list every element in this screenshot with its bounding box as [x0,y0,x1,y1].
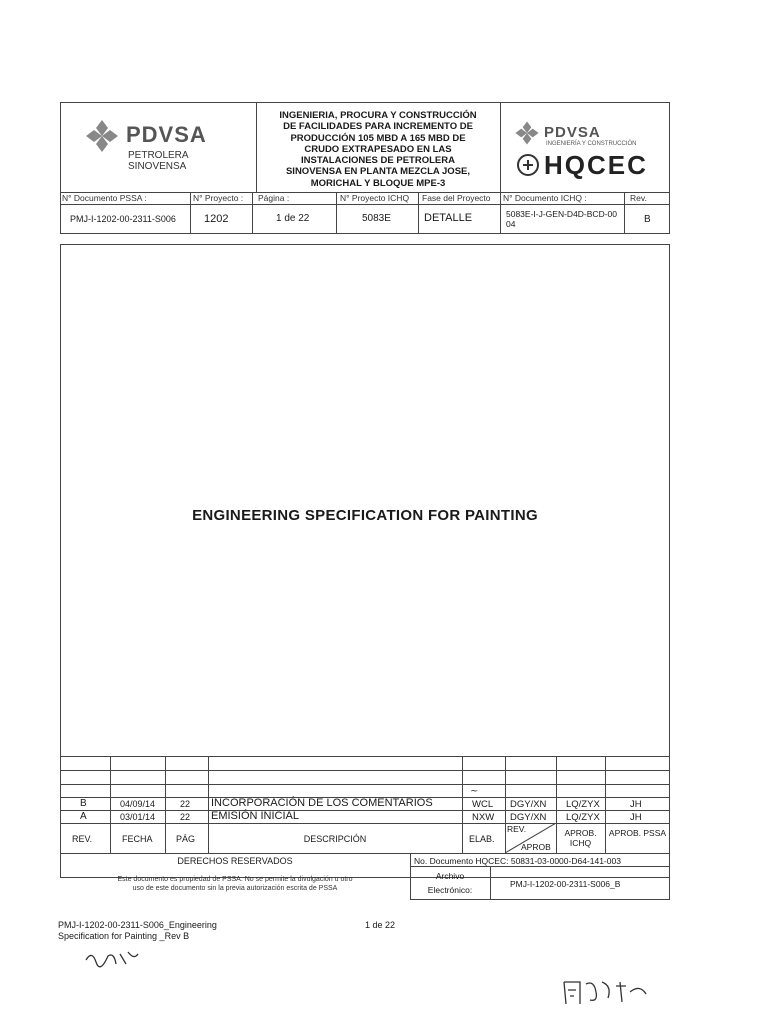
project-title [258,110,498,189]
rev-header-rev: REV. [72,834,93,844]
project-title-line: INGENIERIA, PROCURA Y CONSTRUCCIÓN [279,110,477,121]
info-col-line [500,192,501,234]
rev-col-line [605,756,606,853]
rev-row-elab: WCL [472,799,494,810]
value-doc-ichq: 5083E-I-J-GEN-D4D-BCD-0004 [506,209,617,229]
rev-row-rev: B [80,798,87,809]
value-doc-pssa: PMJ-I-1202-00-2311-S006 [70,214,176,224]
right-logo [512,118,668,182]
label-proyecto: N° Proyecto : [193,193,244,203]
value-proyecto-ichq: 5083E [362,213,391,224]
pdvsa-logo-icon [84,118,120,154]
archive-label-1: Archivo [435,871,465,881]
header-divider-right [500,102,501,192]
left-logo-sub1: PETROLERA [128,150,189,161]
rev-row-ichq: LQ/ZYX [566,799,600,810]
label-doc-ichq: N° Documento ICHQ : [503,193,587,203]
rev-row-descripcion: EMISIÓN INICIAL [211,810,300,822]
diagonal-divider [505,823,556,853]
project-title-line: CRUDO EXTRAPESADO EN LAS [304,143,452,155]
rev-row-ichq: LQ/ZYX [566,812,600,823]
project-title-line: MORICHAL Y BLOQUE MPE-3 [310,177,446,189]
rev-row-fecha: 03/01/14 [120,812,156,822]
project-title-line: INSTALACIONES DE PETROLERA [301,155,455,167]
rights-label: DERECHOS RESERVADOS [177,856,293,866]
info-row-mid-line [60,204,670,205]
rev-row-rev: A [80,811,87,822]
info-col-line [190,192,191,234]
left-logo-sub2: SINOVENSA [128,161,187,172]
left-logo-name: PDVSA [126,122,207,147]
main-body-box [60,244,670,878]
label-proyecto-ichq: N° Proyecto ICHQ [340,193,410,203]
info-col-line [624,192,625,234]
pdvsa-logo-icon [514,120,540,146]
rights-notice-line2: uso de este documento sin la previa autorización escrita de PSSA [132,885,338,892]
rev-row-pag: 22 [180,799,191,809]
rev-table-line [60,853,670,854]
rev-table-line [60,770,670,771]
footer-page-number: 1 de 22 [365,920,396,930]
document-title: ENGINEERING SPECIFICATION FOR PAINTING [192,507,538,524]
rev-table-line [60,756,670,757]
hqcec-document-number: No. Documento HQCEC: 50831-03-0000-D64-141-003 [414,856,621,866]
value-rev: B [644,214,651,225]
rev-table-line [60,810,670,811]
info-col-line [252,192,253,234]
left-logo [84,118,244,178]
archive-divider [490,866,491,900]
rev-header-rev-aprob-top: REV. [507,824,527,834]
rev-col-line [165,756,166,853]
rev-header-descripcion: DESCRIPCIÓN [303,834,367,844]
rev-header-rev-aprob-bottom: APROB [521,842,551,852]
rev-row-elab: NXW [472,812,495,823]
rev-row-pssa: JH [630,812,642,823]
value-proyecto: 1202 [204,213,229,225]
value-pagina: 1 de 22 [276,213,310,224]
rev-col-line [110,756,111,853]
label-rev: Rev. [630,193,647,203]
rev-header-elab: ELAB. [469,834,495,844]
project-title-line: DE FACILIDADES PARA INCREMENTO DE [283,121,473,133]
rev-row-aprob: DGY/XN [510,812,547,823]
handwritten-signature-right [560,976,650,1010]
rev-header-ichq [556,828,605,848]
project-title-line: PRODUCCIÓN 105 MBD A 165 MBD DE [290,132,466,144]
right-logo-brand: HQCEC [544,150,648,180]
right-logo-name: PDVSA [544,124,601,141]
handwritten-signature-left [82,946,142,970]
rev-row-fecha: 04/09/14 [120,799,156,809]
footer-file-line1: PMJ-I-1202-00-2311-S006_Engineering [58,920,217,930]
rev-row-descripcion: INCORPORACIÓN DE LOS COMENTARIOS [211,797,433,809]
rev-header-pag: PÁG [176,834,196,844]
hqcec-logo-icon [516,153,540,177]
rights-notice-line1: Este documento es propiedad de PSSA. No se permite la divulgación u otro [117,876,353,883]
header-divider-left [256,102,257,192]
info-col-line [418,192,419,234]
signature-mark: ~ [470,786,479,797]
rev-row-pag: 22 [180,812,191,822]
label-doc-pssa: N° Documento PSSA : [62,193,147,203]
rev-header-pssa-text: APROB. PSSA [608,828,667,838]
rev-col-line [462,756,463,853]
rev-header-pssa [605,828,670,838]
label-fase: Fase del Proyecto [422,193,491,203]
archive-label-2: Electrónico: [427,885,473,895]
right-logo-sub: INGENIERÍA Y CONSTRUCCIÓN [546,141,637,147]
rev-row-aprob: DGY/XN [510,799,547,810]
rev-header-fecha: FECHA [122,834,153,844]
label-pagina: Página : [258,193,290,203]
rev-table-line [60,823,670,824]
info-col-line [336,192,337,234]
rev-table-line [60,784,670,785]
rev-row-pssa: JH [630,799,642,810]
rev-header-ichq-text: APROB. ICHQ [564,828,597,848]
value-fase: DETALLE [424,212,473,224]
footer-file-line2: Specification for Painting _Rev B [58,931,190,941]
project-title-line: SINOVENSA EN PLANTA MEZCLA JOSE, [285,166,471,178]
archive-value: PMJ-I-1202-00-2311-S006_B [510,879,621,889]
